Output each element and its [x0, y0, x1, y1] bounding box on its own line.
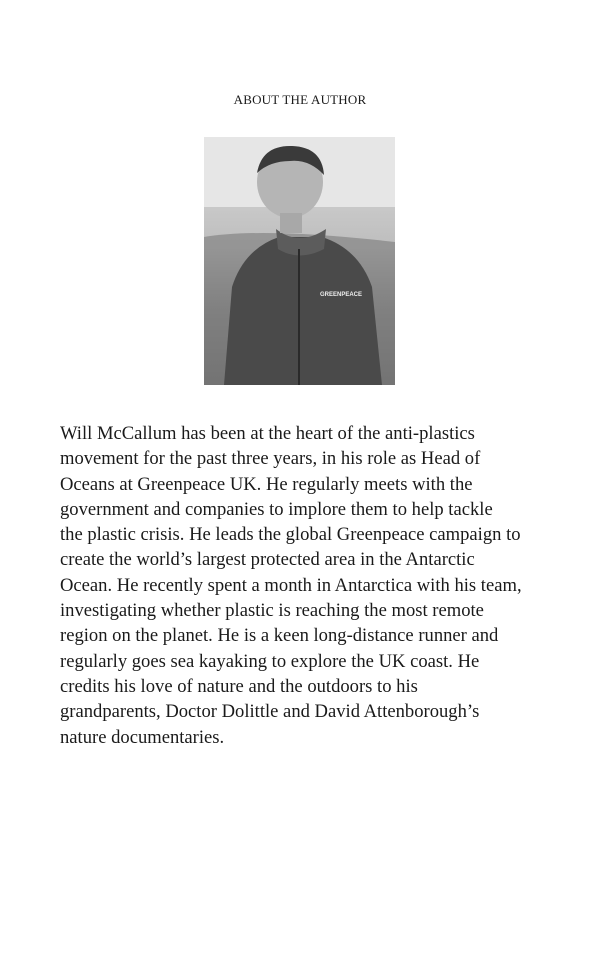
bio-line: grandparents, Doctor Dolittle and David Attenborough’s: [60, 701, 480, 723]
bio-line: the plastic crisis. He leads the global Greenpeace campaign to: [60, 524, 521, 546]
section-heading: ABOUT THE AUTHOR: [233, 92, 367, 107]
bio-line: movement for the past three years, in his role as Head of: [60, 448, 481, 470]
bio-line: credits his love of nature and the outdoors to his: [60, 675, 418, 697]
bio-line: nature documentaries.: [60, 726, 225, 748]
bio-line: government and companies to implore them to help tackle: [60, 498, 493, 520]
bio-line: investigating whether plastic is reaching the most remote: [60, 600, 484, 622]
bio-line: Will McCallum has been at the heart of the anti-plastics: [60, 423, 475, 444]
bio-line: Ocean. He recently spent a month in Antarctica with his team,: [60, 574, 522, 596]
bio-line: Oceans at Greenpeace UK. He regularly meets with the: [60, 473, 473, 495]
author-bio: [60, 421, 560, 750]
bio-line: create the world’s largest protected area in the Antarctic: [60, 549, 475, 571]
bio-line: region on the planet. He is a keen long-distance runner and: [60, 625, 499, 647]
jacket-logo: GREENPEACE: [320, 292, 363, 298]
bio-line: regularly goes sea kayaking to explore the UK coast. He: [60, 650, 480, 672]
author-photo: [204, 137, 395, 385]
